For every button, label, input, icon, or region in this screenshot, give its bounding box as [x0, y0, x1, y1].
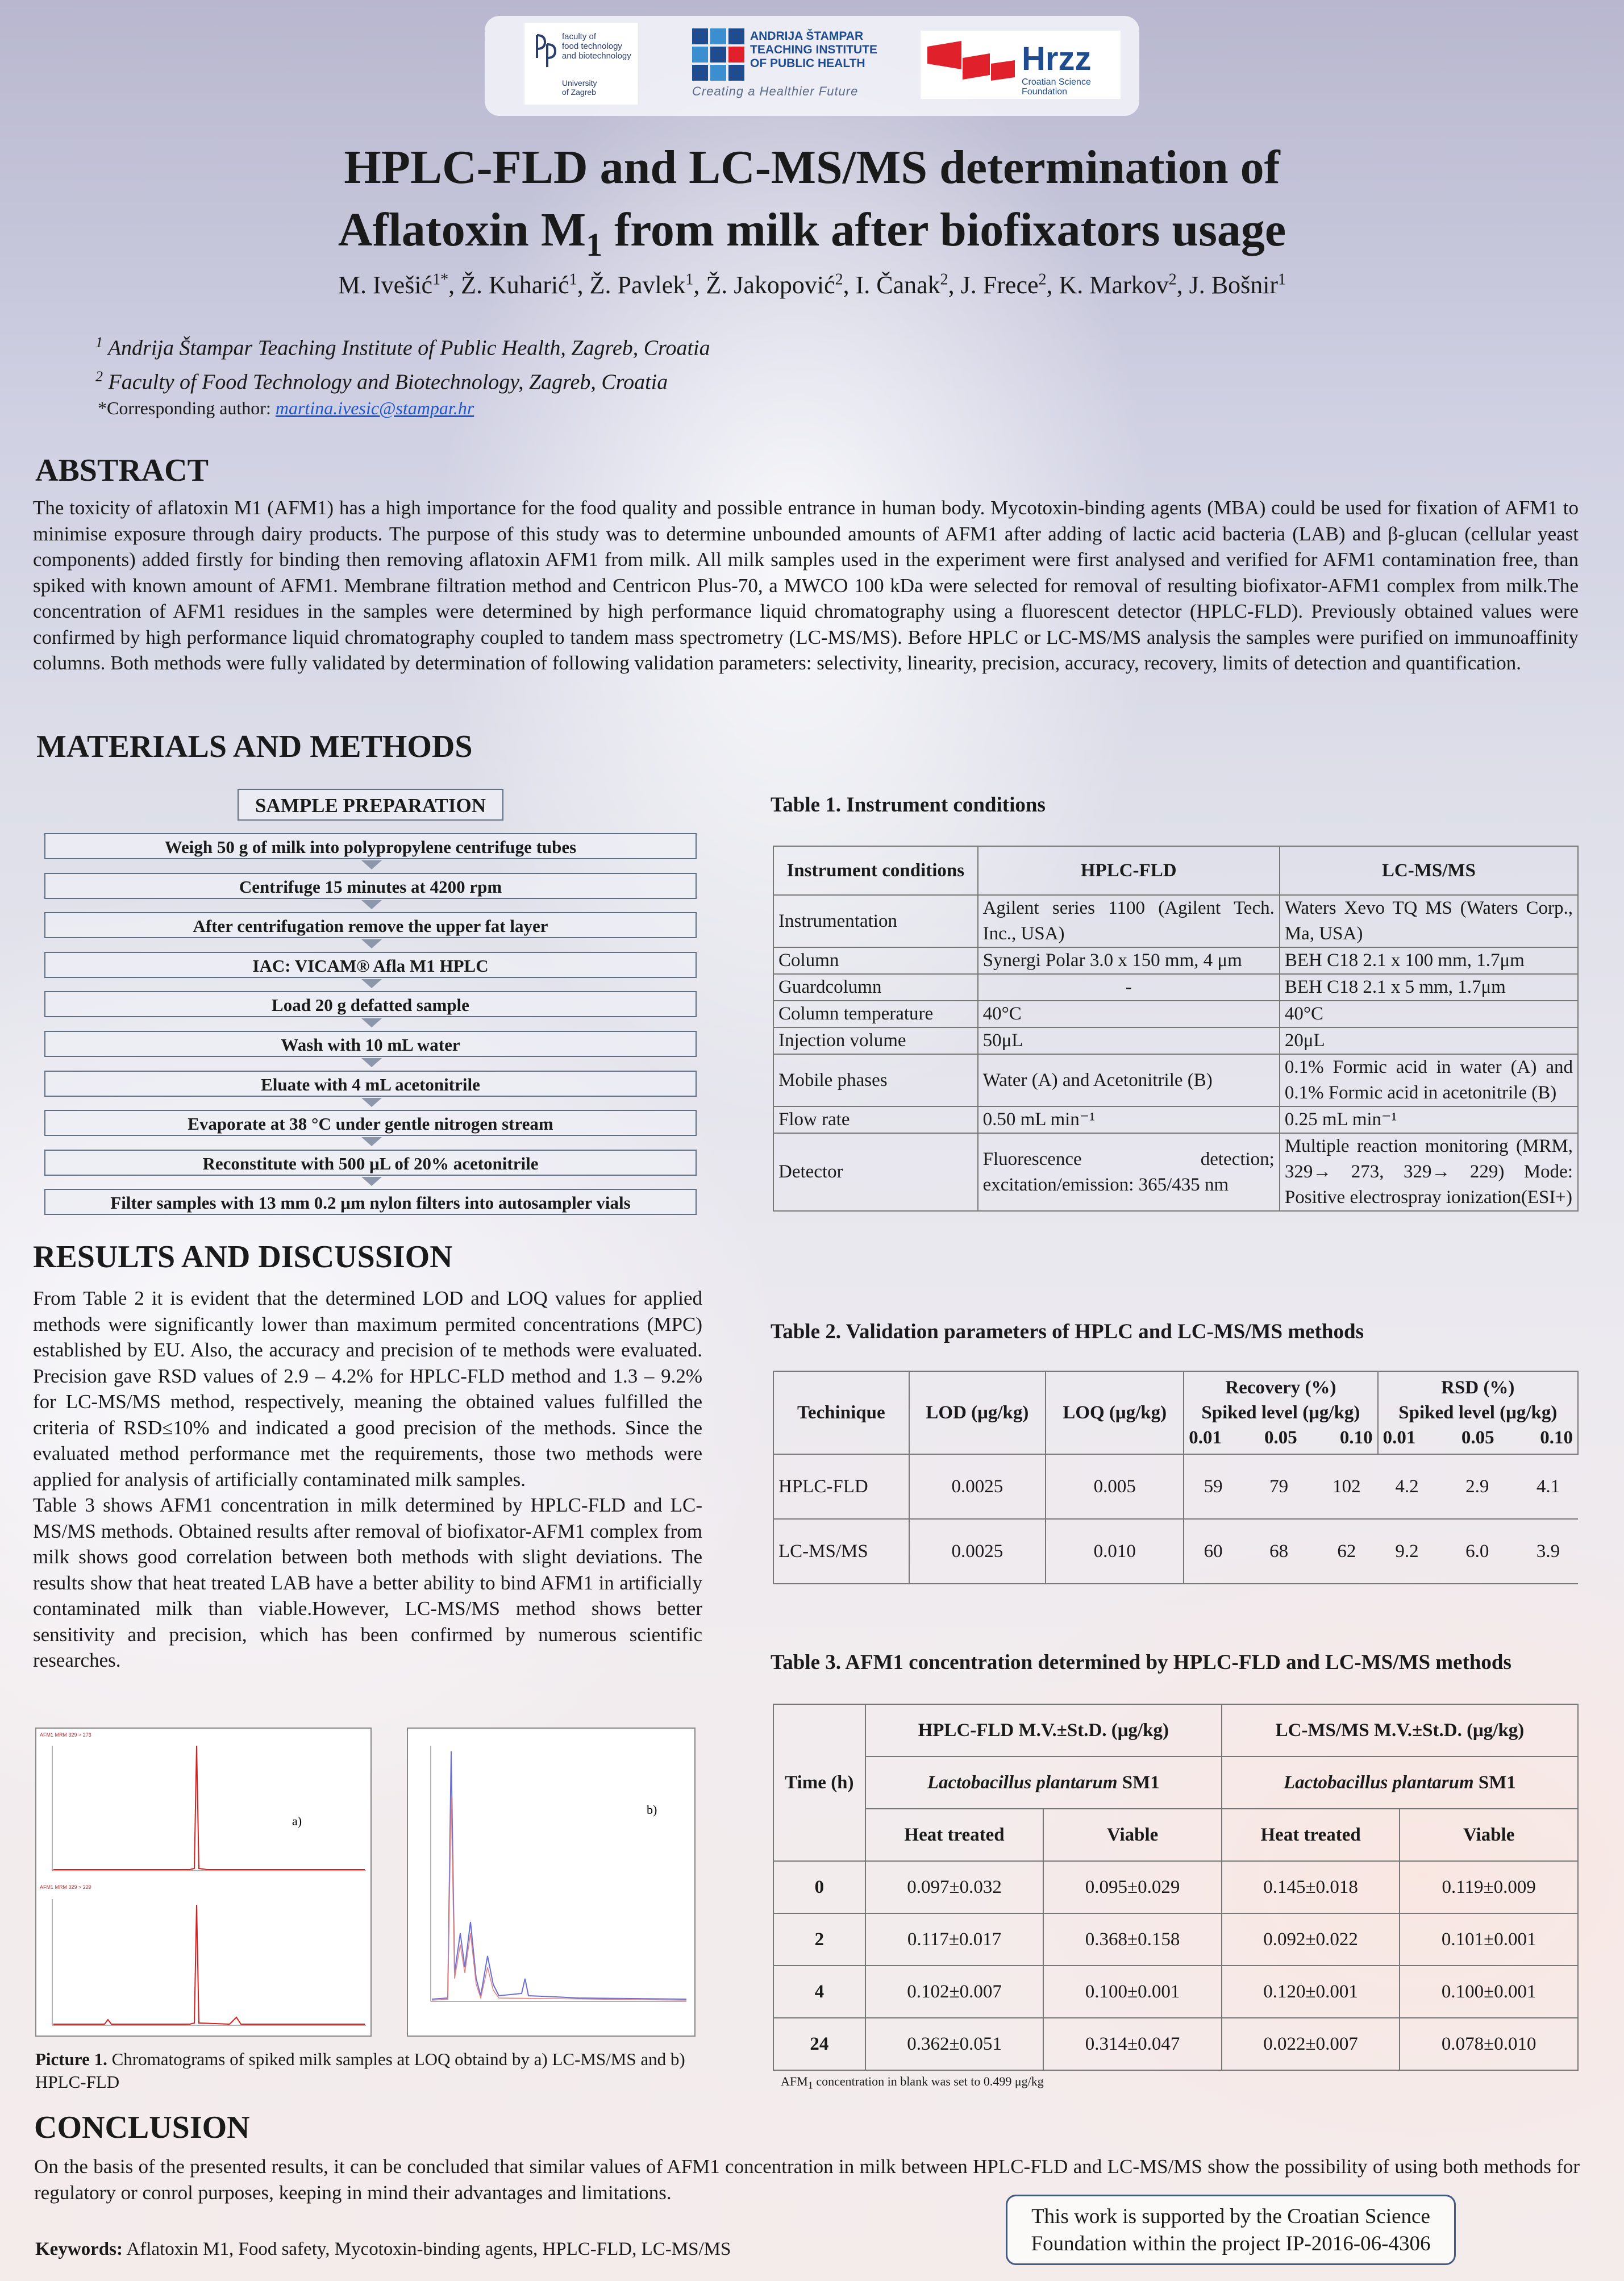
- flow-arrow-icon: [361, 979, 382, 988]
- fft-logo: [524, 23, 638, 105]
- table-cell: 0.022±0.007: [1222, 2018, 1400, 2070]
- abstract-text: The toxicity of aflatoxin M1 (AFM1) has a high importance for the food quality and possible entrance in human body. Mycotoxin-binding agents (MBA) could be used for fixation of AFM1 to minimise exposure through dairy products. The purpose of this study was to determine unbounded amounts of AFM1 after adding of lactic acid bacteria (LAB) and β-glucan (cellular yeast components) added firstly for binding then removing aflatoxin AFM1 from milk. All milk samples used in the experiment were first analysed and verified for AFM1 contamination free, than spiked with known amount of AFM1. Membrane filtration method and Centricon Plus-70, a MWCO 100 kDa were selected for removal of resulting biofixator-AFM1 complex from milk.The concentration of AFM1 residues in the samples were determined by high performance liquid chromatography using a fluorescent detector (HPLC-FLD). Previously obtained values were confirmed by high performance liquid chromatography coupled to tandem mass spectrometry (LC-MS/MS). Before HPLC or LC-MS/MS analysis the samples were purified on immunoaffinity columns. Both methods were fully validated by determination of following validation parameters: selectivity, linearity, precision, accuracy, recovery, limits of detection and quantification.: [33, 497, 1579, 674]
- table-header-row: [773, 1371, 1578, 1454]
- title-line-1: HPLC-FLD and LC-MS/MS determination of: [344, 141, 1280, 194]
- table-cell: 40°C: [978, 1001, 1280, 1027]
- table-header-row: [773, 1704, 1578, 1756]
- table-header: [1184, 1371, 1377, 1454]
- table-cell: Water (A) and Acetonitrile (B): [978, 1054, 1280, 1106]
- table-cell: Detector: [773, 1133, 978, 1211]
- institute-slogan: Creating a Healthier Future: [692, 84, 859, 98]
- table3-caption: Table 3. AFM1 concentration determined by HPLC-FLD and LC-MS/MS methods: [771, 1651, 1511, 1674]
- table-cell: Multiple reaction monitoring (MRM, 329→ 273, 329→ 229) Mode: Positive electrospray ionization(ESI+): [1280, 1133, 1578, 1211]
- title-part: from milk after biofixators usage: [602, 203, 1286, 256]
- table-header-row: [773, 1756, 1578, 1809]
- footnote-part: AFM: [781, 2074, 808, 2088]
- flow-arrow-icon: [361, 1058, 382, 1067]
- table-header: LOD (μg/kg): [909, 1371, 1046, 1454]
- table-row: [773, 1054, 1578, 1106]
- table-cell: 68: [1242, 1519, 1315, 1584]
- chromatogram-b: [407, 1728, 696, 2037]
- title-part: Aflatoxin M: [338, 203, 586, 256]
- table-cell: Instrumentation: [773, 895, 978, 947]
- author-affiliation-sup: 2: [940, 270, 948, 289]
- table-cell: Column temperature: [773, 1001, 978, 1027]
- table-header: HPLC-FLD M.V.±St.D. (μg/kg): [865, 1704, 1222, 1756]
- recovery-header: Recovery (%): [1225, 1377, 1336, 1398]
- table-cell: 24: [773, 2018, 865, 2070]
- table-row: [773, 947, 1578, 974]
- keywords: [35, 2239, 731, 2260]
- table-cell: Fluorescence detection; excitation/emission: 365/435 nm: [978, 1133, 1280, 1211]
- table-header: Techinique: [773, 1371, 909, 1454]
- affiliation-sup: 2: [95, 368, 103, 385]
- preparation-step: Evaporate at 38 °C under gentle nitrogen stream: [44, 1110, 697, 1136]
- chromatogram-b-plot: [408, 1729, 694, 2036]
- hrzz-sub: Croatian Science: [1022, 77, 1091, 87]
- funding-box: [1006, 2195, 1456, 2265]
- spiked-header: Spiked level (μg/kg): [1201, 1402, 1360, 1423]
- corresponding-author: [98, 398, 474, 419]
- species-header: [1222, 1756, 1578, 1809]
- hrzz-name: Hrzz: [1022, 40, 1092, 77]
- preparation-step: IAC: VICAM® Afla M1 HPLC: [44, 952, 697, 978]
- fft-logo-sub: of Zagreb: [562, 88, 596, 97]
- flow-arrow-icon: [361, 860, 382, 869]
- hrzz-logo: [921, 31, 1121, 99]
- spiked-header: Spiked level (μg/kg): [1398, 1402, 1558, 1423]
- table-header-row: [773, 1809, 1578, 1861]
- table-cell: 6.0: [1436, 1519, 1518, 1584]
- species-strain: SM1: [1117, 1772, 1160, 1793]
- table-cell: Agilent series 1100 (Agilent Tech. Inc., USA): [978, 895, 1280, 947]
- author: J. Frece: [960, 271, 1039, 299]
- table-cell: 0: [773, 1861, 865, 1913]
- fft-logo-line: faculty of: [562, 32, 597, 41]
- table-cell: 0.1% Formic acid in water (A) and 0.1% Formic acid in acetonitrile (B): [1280, 1054, 1578, 1106]
- table-cell: BEH C18 2.1 x 100 mm, 1.7μm: [1280, 947, 1578, 974]
- table-cell: 0.097±0.032: [865, 1861, 1044, 1913]
- preparation-step: Reconstitute with 500 μL of 20% acetonitrile: [44, 1150, 697, 1176]
- table2-caption: Table 2. Validation parameters of HPLC and LC-MS/MS methods: [771, 1320, 1364, 1343]
- table-header: LOQ (μg/kg): [1046, 1371, 1184, 1454]
- figure-caption-label: Picture 1.: [35, 2049, 107, 2069]
- author: Ž. Pavlek: [589, 271, 686, 299]
- species-header: [865, 1756, 1222, 1809]
- table-cell: 0.100±0.001: [1400, 1966, 1578, 2018]
- table-cell: 2: [773, 1913, 865, 1966]
- table-cell: LC-MS/MS: [773, 1519, 909, 1584]
- table-cell: Flow rate: [773, 1106, 978, 1133]
- funding-line: This work is supported by the Croatian Science: [1031, 2205, 1430, 2228]
- methods-heading: MATERIALS AND METHODS: [36, 729, 473, 764]
- table-cell: 0.50 mL min⁻¹: [978, 1106, 1280, 1133]
- author-list: M. Ivešić$^{1*}$, Ž. Kuharić$^1$, Ž. Pavlek$^1$, Ž. Jakopović$^2$, I. Čanak$^2$, J. Frece$^2$, K. Markov$^2$, J. Bošnir$^1$: [338, 270, 1286, 299]
- table-cell: 4: [773, 1966, 865, 2018]
- flow-arrow-icon: [361, 939, 382, 948]
- rsd-header: RSD (%): [1441, 1377, 1515, 1398]
- preparation-step: Filter samples with 13 mm 0.2 μm nylon filters into autosampler vials: [44, 1189, 697, 1215]
- species-strain: SM1: [1473, 1772, 1516, 1793]
- table-cell: 0.0025: [909, 1454, 1046, 1519]
- table-header: Viable: [1400, 1809, 1578, 1861]
- table-cell: Waters Xevo TQ MS (Waters Corp., Ma, USA): [1280, 895, 1578, 947]
- table-cell: 79: [1242, 1454, 1315, 1519]
- table-cell: 0.102±0.007: [865, 1966, 1044, 2018]
- table-cell: 50μL: [978, 1027, 1280, 1054]
- affiliations: [95, 328, 710, 396]
- table-cell: 0.0025: [909, 1519, 1046, 1584]
- validation-parameters-table: [773, 1371, 1579, 1584]
- author-affiliation-sup: 1: [1278, 270, 1286, 289]
- chromatogram-a-plot: [36, 1729, 370, 2036]
- author-affiliation-sup: 2: [1038, 270, 1047, 289]
- afm1-concentration-table: [773, 1704, 1579, 2071]
- preparation-step: Eluate with 4 mL acetonitrile: [44, 1071, 697, 1097]
- flow-arrow-icon: [361, 1018, 382, 1027]
- table-cell: 62: [1315, 1519, 1377, 1584]
- table1-caption: Table 1. Instrument conditions: [771, 793, 1046, 817]
- title-subscript: 1: [586, 226, 603, 263]
- sample-preparation-title: SAMPLE PREPARATION: [238, 789, 503, 821]
- figure-caption-text: Chromatograms of spiked milk samples at LOQ obtaind by a) LC-MS/MS and b) HPLC-FLD: [35, 2049, 685, 2092]
- keywords-label: Keywords:: [35, 2239, 123, 2259]
- table-cell: 102: [1315, 1454, 1377, 1519]
- table-cell: 0.117±0.017: [865, 1913, 1044, 1966]
- affiliation-text: Andrija Štampar Teaching Institute of Public Health, Zagreb, Croatia: [107, 336, 710, 360]
- email-link[interactable]: martina.ivesic@stampar.hr: [275, 398, 474, 418]
- table-cell: 20μL: [1280, 1027, 1578, 1054]
- table-cell: 0.314±0.047: [1043, 2018, 1222, 2070]
- species-name: Lactobacillus plantarum: [927, 1772, 1118, 1793]
- affiliation-1: [95, 328, 710, 363]
- table-cell: -: [978, 974, 1280, 1001]
- table-row: [773, 1001, 1578, 1027]
- table-cell: 0.005: [1046, 1454, 1184, 1519]
- preparation-step: After centrifugation remove the upper fat layer: [44, 912, 697, 938]
- table-cell: BEH C18 2.1 x 5 mm, 1.7μm: [1280, 974, 1578, 1001]
- author: K. Markov: [1059, 271, 1169, 299]
- fft-logo-icon: [532, 33, 559, 69]
- table-cell: HPLC-FLD: [773, 1454, 909, 1519]
- table-cell: 60: [1184, 1519, 1242, 1584]
- table-row: [773, 2018, 1578, 2070]
- level: 0.05: [1264, 1427, 1297, 1448]
- svg-text:AFM1 MRM 329 > 229: AFM1 MRM 329 > 229: [40, 1884, 91, 1890]
- figure-caption: [35, 2048, 700, 2093]
- table-cell: 0.010: [1046, 1519, 1184, 1584]
- institute-name-line: TEACHING INSTITUTE: [750, 43, 877, 56]
- title-line-2: [142, 199, 1482, 276]
- table-row: [773, 1861, 1578, 1913]
- level: 0.01: [1383, 1427, 1416, 1448]
- fft-logo-sub: University: [562, 78, 597, 88]
- flow-arrow-icon: [361, 1137, 382, 1146]
- institute-name-line: OF PUBLIC HEALTH: [750, 57, 865, 70]
- preparation-step: Load 20 g defatted sample: [44, 991, 697, 1017]
- results-heading: RESULTS AND DISCUSSION: [33, 1239, 453, 1275]
- affiliation-text: Faculty of Food Technology and Biotechnology, Zagreb, Croatia: [108, 370, 668, 394]
- table-cell: 59: [1184, 1454, 1242, 1519]
- corresponding-label: *Corresponding author:: [98, 398, 276, 418]
- level: 0.10: [1540, 1427, 1573, 1448]
- author-affiliation-sup: 2: [1168, 270, 1177, 289]
- results-paragraph-1: From Table 2 it is evident that the determined LOD and LOQ values for applied methods were significantly lower than maximum permited concentrations (MPC) established by EU. Also, the accuracy and precision of te methods were evaluated. Precision gave RSD values of 2.9 – 4.2% for HPLC-FLD method and 1.3 – 9.2% for LC-MS/MS method, respectively, meaning the obtained values fulfilled the criteria of RSD≤10% and indicated a good precision of the methods. Since the evaluated method performance met the requirements, those two methods were applied for analysis of artificially contaminated milk samples.: [33, 1287, 702, 1491]
- table-row: [773, 1133, 1578, 1211]
- table-header: Heat treated: [865, 1809, 1044, 1861]
- hrzz-mark-icon: [927, 41, 1015, 89]
- table-cell: 0.368±0.158: [1043, 1913, 1222, 1966]
- table-cell: 4.1: [1518, 1454, 1578, 1519]
- table-cell: Guardcolumn: [773, 974, 978, 1001]
- table-cell: 0.120±0.001: [1222, 1966, 1400, 2018]
- hrzz-sub: Foundation: [1022, 87, 1068, 97]
- table-cell: 0.362±0.051: [865, 2018, 1044, 2070]
- table-row: [773, 1913, 1578, 1966]
- results-paragraph-2: Table 3 shows AFM1 concentration in milk determined by HPLC-FLD and LC-MS/MS methods. Obtained results after removal of biofixator-AFM1 complex from milk shows good correlation between both methods with slight deviations. The results show that heat treated LAB have a better ability to bind AFM1 in artificially contaminated milk than viable.However, LC-MS/MS method shows better sensitivity and precision, which has been confirmed by numerous scientific researches.: [33, 1494, 702, 1671]
- table-row: [773, 1106, 1578, 1133]
- author-affiliation-sup: 1: [569, 270, 577, 289]
- table-cell: 0.119±0.009: [1400, 1861, 1578, 1913]
- author-affiliation-sup: 1*: [432, 270, 449, 289]
- table-cell: 3.9: [1518, 1519, 1578, 1584]
- table-cell: Injection volume: [773, 1027, 978, 1054]
- table-header: Viable: [1043, 1809, 1222, 1861]
- table-header: Instrument conditions: [773, 846, 978, 895]
- author: I. Čanak: [855, 271, 940, 299]
- chromatogram-a: [35, 1728, 372, 2037]
- table-cell: Column: [773, 947, 978, 974]
- table-row: [773, 974, 1578, 1001]
- author: M. Ivešić: [338, 271, 433, 299]
- table-cell: 0.092±0.022: [1222, 1913, 1400, 1966]
- figure-label-a: a): [292, 1814, 302, 1828]
- conclusion-heading: CONCLUSION: [34, 2110, 250, 2145]
- table-header: HPLC-FLD: [978, 846, 1280, 895]
- table-row: [773, 1454, 1578, 1519]
- author: Ž. Kuharić: [461, 271, 569, 299]
- table-header: LC-MS/MS: [1280, 846, 1578, 895]
- table-header: Time (h): [773, 1704, 865, 1861]
- instrument-conditions-table: [773, 846, 1579, 1212]
- table-cell: 0.078±0.010: [1400, 2018, 1578, 2070]
- footnote-sub: 1: [807, 2079, 813, 2091]
- abstract-heading: ABSTRACT: [35, 453, 209, 488]
- author: Ž. Jakopović: [706, 271, 835, 299]
- table-header-row: [773, 846, 1578, 895]
- affiliation-sup: 1: [95, 334, 103, 351]
- fft-logo-line: and biotechnology: [562, 51, 631, 61]
- preparation-step: Centrifuge 15 minutes at 4200 rpm: [44, 873, 697, 899]
- results-text: [33, 1285, 702, 1674]
- author-affiliation-sup: 1: [685, 270, 694, 289]
- table-header: [1378, 1371, 1578, 1454]
- flow-arrow-icon: [361, 900, 382, 909]
- table-cell: 0.25 mL min⁻¹: [1280, 1106, 1578, 1133]
- species-name: Lactobacillus plantarum: [1283, 1772, 1474, 1793]
- table-header: Heat treated: [1222, 1809, 1400, 1861]
- author-affiliation-sup: 2: [835, 270, 843, 289]
- institute-grid-icon: [692, 28, 744, 81]
- preparation-step: Weigh 50 g of milk into polypropylene centrifuge tubes: [44, 833, 697, 859]
- fft-logo-line: food technology: [562, 41, 622, 51]
- table-row: [773, 1027, 1578, 1054]
- table-row: [773, 1519, 1578, 1584]
- table-cell: 0.095±0.029: [1043, 1861, 1222, 1913]
- institute-name-line: ANDRIJA ŠTAMPAR: [750, 30, 864, 43]
- conclusion-text: On the basis of the presented results, it can be concluded that similar values of AFM1 concentration in milk between HPLC-FLD and LC-MS/MS show the possibility of using both methods for regulatory or conrol purposes, keeping in mind their advantages and limitations.: [34, 2155, 1580, 2204]
- flow-arrow-icon: [361, 1098, 382, 1107]
- svg-text:AFM1 MRM 329 > 273: AFM1 MRM 329 > 273: [40, 1732, 91, 1738]
- affiliation-2: [95, 363, 710, 397]
- table-header: LC-MS/MS M.V.±St.D. (μg/kg): [1222, 1704, 1578, 1756]
- figure-label-b: b): [647, 1803, 657, 1817]
- level-row: [1383, 1425, 1573, 1450]
- table-cell: Synergi Polar 3.0 x 150 mm, 4 μm: [978, 947, 1280, 974]
- keywords-text: Aflatoxin M1, Food safety, Mycotoxin-binding agents, HPLC-FLD, LC-MS/MS: [122, 2239, 731, 2259]
- table-cell: 0.145±0.018: [1222, 1861, 1400, 1913]
- table-cell: 4.2: [1378, 1454, 1436, 1519]
- table-cell: 0.101±0.001: [1400, 1913, 1578, 1966]
- flow-arrow-icon: [361, 1177, 382, 1186]
- level: 0.05: [1461, 1427, 1494, 1448]
- funding-line: Foundation within the project IP-2016-06-4306: [1031, 2232, 1431, 2255]
- table-cell: 40°C: [1280, 1001, 1578, 1027]
- level: 0.01: [1189, 1427, 1222, 1448]
- author: J. Bošnir: [1189, 271, 1279, 299]
- footnote-part: concentration in blank was set to 0.499 μg/kg: [813, 2074, 1044, 2088]
- level-row: [1189, 1425, 1372, 1450]
- preparation-step: Wash with 10 mL water: [44, 1031, 697, 1057]
- table-cell: 2.9: [1436, 1454, 1518, 1519]
- table3-footnote: [781, 2074, 1044, 2091]
- poster-title: [142, 136, 1482, 276]
- andrija-stampar-logo: [692, 25, 897, 105]
- table-cell: Mobile phases: [773, 1054, 978, 1106]
- table-row: [773, 1966, 1578, 2018]
- table-row: [773, 895, 1578, 947]
- table-cell: 9.2: [1378, 1519, 1436, 1584]
- table-cell: 0.100±0.001: [1043, 1966, 1222, 2018]
- level: 0.10: [1339, 1427, 1373, 1448]
